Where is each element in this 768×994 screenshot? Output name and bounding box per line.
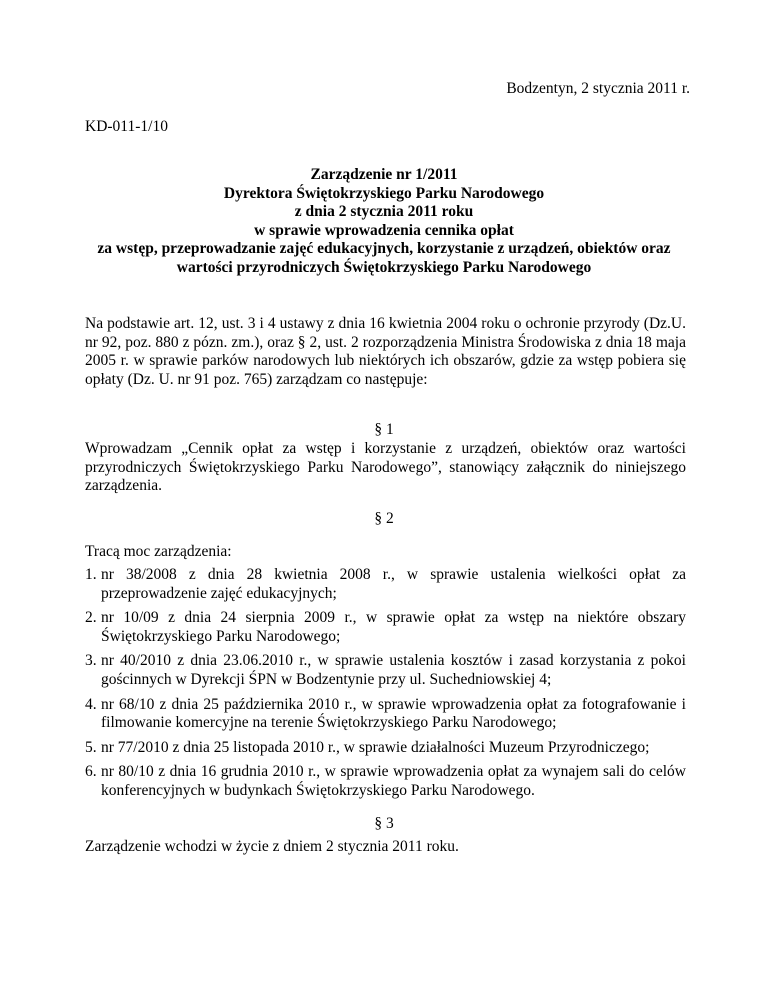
list-item-number: 3. <box>85 652 97 670</box>
title-line-5: za wstęp, przeprowadzanie zajęć edukacyjnych, korzystanie z urządzeń, obiektów oraz <box>97 240 671 258</box>
section-3-mark: § 3 <box>374 815 394 832</box>
repealed-orders-list <box>85 566 686 807</box>
title-line-4: w sprawie wprowadzenia cennika opłat <box>254 221 514 239</box>
list-item-text: nr 40/2010 z dnia 23.06.2010 r., w sprawie ustalenia kosztów i zasad korzystania z pokoi gościnnych w Dyrekcji ŚPN w Bodzentynie przy ul. Suchedniowskiej 4; <box>101 652 686 688</box>
list-item <box>85 763 686 800</box>
legal-basis-paragraph: Na podstawie art. 12, ust. 3 i 4 ustawy z dnia 16 kwietnia 2004 roku o ochronie przyrody (Dz.U. nr 92, poz. 880 z pózn. zm.), oraz § 2, ust. 2 rozporządzenia Ministra Środowiska z dnia 18 maja 2005 r. w sprawie parków narodowych lub niektórych ich obszarów, gdzie za wstęp pobiera się opłaty (Dz. U. nr 91 poz. 765) zarządzam co następuje: <box>85 315 686 388</box>
list-item-text: nr 68/10 z dnia 25 października 2010 r., w sprawie wprowadzenia opłat za fotografowanie i filmowanie komercyjne na terenie Świętokrzyskiego Parku Narodowego; <box>101 695 686 732</box>
list-item <box>85 609 686 646</box>
title-line-2: Dyrektora Świętokrzyskiego Parku Narodowego <box>223 184 545 202</box>
section-3-text: Zarządzenie wchodzi w życie z dniem 2 stycznia 2011 roku. <box>85 838 459 855</box>
list-item <box>85 566 686 603</box>
list-item-text: nr 10/09 z dnia 24 sierpnia 2009 r., w sprawie opłat za wstęp na niektóre obszary Świętokrzyskiego Parku Narodowego; <box>101 609 686 645</box>
section-2-mark: § 2 <box>374 510 394 527</box>
list-item-text: nr 77/2010 z dnia 25 listopada 2010 r., w sprawie działalności Muzeum Przyrodniczego; <box>101 738 650 756</box>
reference-number: KD-011-1/10 <box>85 118 168 135</box>
list-item-text: nr 38/2008 z dnia 28 kwietnia 2008 r., w sprawie ustalenia wielkości opłat za przeprowadzenie zajęć edukacyjnych; <box>101 566 686 602</box>
section-1-text: Wprowadzam „Cennik opłat za wstęp i korzystanie z urządzeń, obiektów oraz wartości przyrodniczych Świętokrzyskiego Parku Narodowego”, stanowiący załącznik do niniejszego zarządzenia. <box>85 440 686 495</box>
section-1-mark: § 1 <box>374 421 394 438</box>
place-date: Bodzentyn, 2 stycznia 2011 r. <box>506 80 690 97</box>
section-2-lead: Tracą moc zarządzenia: <box>85 543 232 560</box>
list-item <box>85 652 686 689</box>
list-item-number: 5. <box>85 738 97 756</box>
title-line-3: z dnia 2 stycznia 2011 roku <box>294 203 474 221</box>
title-line-6: wartości przyrodniczych Świętokrzyskiego Parku Narodowego <box>176 258 592 276</box>
list-item-number: 4. <box>85 695 97 713</box>
list-item <box>85 739 686 758</box>
list-item <box>85 696 686 733</box>
title-line-1: Zarządzenie nr 1/2011 <box>310 166 458 183</box>
list-item-number: 6. <box>85 763 97 781</box>
list-item-text: nr 80/10 z dnia 16 grudnia 2010 r., w sprawie wprowadzenia opłat za wynajem sali do celów konferencyjnych w budynkach Świętokrzyskiego Parku Narodowego. <box>101 763 686 799</box>
list-item-number: 1. <box>85 566 97 583</box>
list-item-number: 2. <box>85 609 97 627</box>
document-title <box>60 166 708 278</box>
